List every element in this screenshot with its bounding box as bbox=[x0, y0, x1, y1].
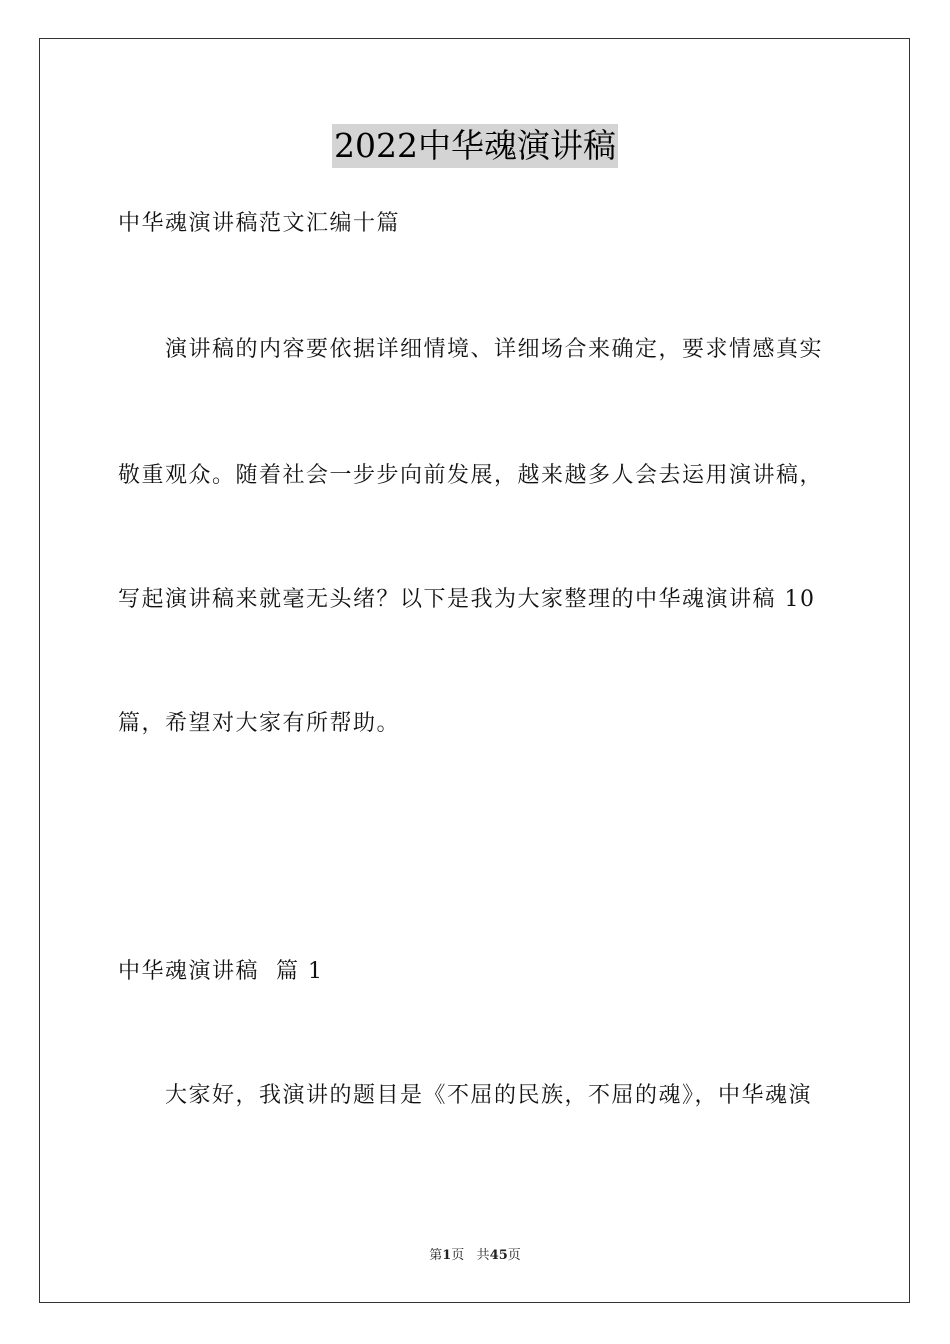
footer-page-number: 1 bbox=[442, 1248, 452, 1263]
footer-total-prefix: 共 bbox=[476, 1248, 490, 1263]
title-container bbox=[0, 124, 950, 168]
page-footer bbox=[0, 1247, 950, 1265]
intro-line-2: 敬重观众。随着社会一步步向前发展，越来越多人会去运用演讲稿， bbox=[118, 463, 824, 488]
footer-page-suffix: 页 bbox=[451, 1248, 465, 1263]
document-title: 2022中华魂演讲稿 bbox=[332, 124, 618, 168]
intro-line-4: 篇，希望对大家有所帮助。 bbox=[118, 711, 401, 736]
footer-page-prefix: 第 bbox=[429, 1248, 443, 1263]
section-heading: 中华魂演讲稿 篇 1 bbox=[118, 959, 324, 984]
section-first-line: 大家好，我演讲的题目是《不屈的民族，不屈的魂》，中华魂演 bbox=[165, 1083, 813, 1108]
document-subtitle: 中华魂演讲稿范文汇编十篇 bbox=[118, 211, 401, 236]
intro-line-3: 写起演讲稿来就毫无头绪？以下是我为大家整理的中华魂演讲稿 10 bbox=[118, 587, 816, 612]
footer-total-pages: 45 bbox=[489, 1248, 508, 1263]
footer-total-suffix: 页 bbox=[507, 1248, 521, 1263]
intro-line-1: 演讲稿的内容要依据详细情境、详细场合来确定，要求情感真实 bbox=[165, 337, 824, 362]
